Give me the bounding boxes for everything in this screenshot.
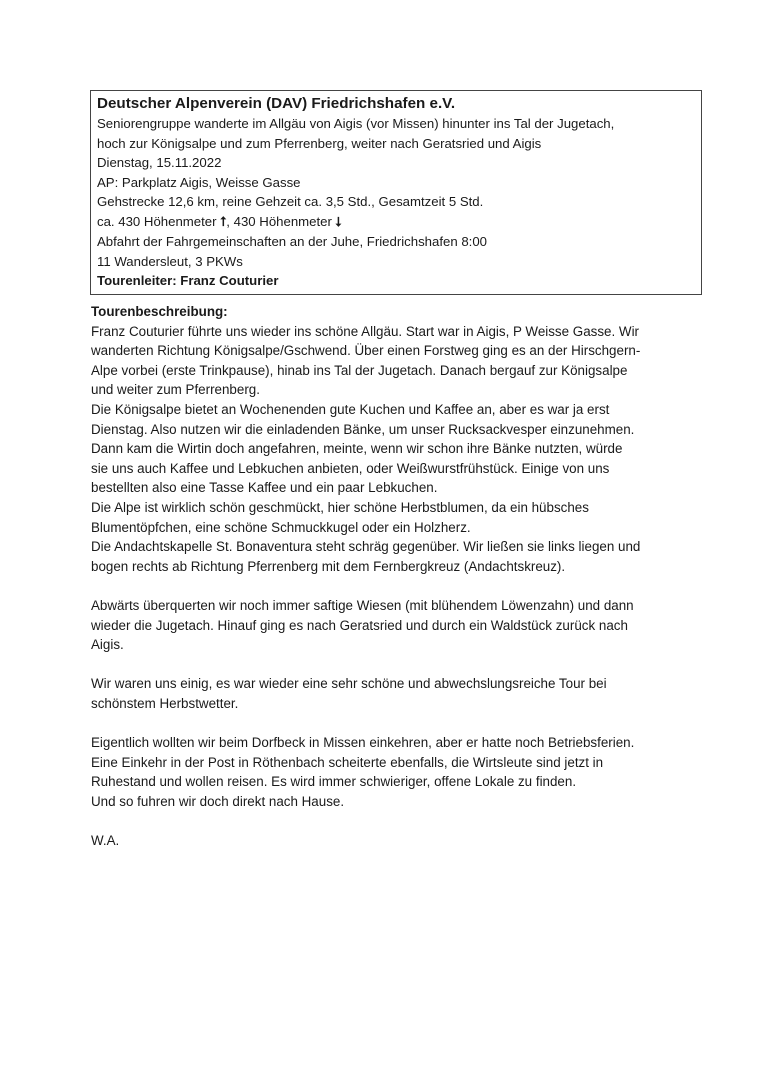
arrow-down-icon: ⭣ <box>335 214 342 230</box>
text-line: sie uns auch Kaffee und Lebkuchen anbieten, oder Weißwurstfrühstück. Einige von uns <box>91 460 610 476</box>
text-line: und weiter zum Pferrenberg. <box>91 382 260 398</box>
paragraph-3 <box>91 674 711 713</box>
text-line: Eine Einkehr in der Post in Röthenbach scheiterte ebenfalls, die Wirtsleute sind jetzt in <box>91 754 604 770</box>
elevation-down-text: , 430 Höhenmeter <box>226 213 332 229</box>
text-line: Die Königsalpe bietet an Wochenenden gute Kuchen und Kaffee an, aber es war ja erst <box>91 401 610 417</box>
text-line: Die Alpe ist wirklich schön geschmückt, hier schöne Herbstblumen, da ein hübsches <box>91 499 589 515</box>
departure-info: Abfahrt der Fahrgemeinschaften an der Juhe, Friedrichshafen 8:00 <box>97 234 487 249</box>
text-line: bogen rechts ab Richtung Pferrenberg mit dem Fernbergkreuz (Andachtskreuz). <box>91 558 566 574</box>
club-title: Deutscher Alpenverein (DAV) Friedrichshafen e.V. <box>97 95 456 112</box>
text-line: Ruhestand und wollen reisen. Es wird immer schwieriger, offene Lokale zu finden. <box>91 774 577 790</box>
text-line: Abwärts überquerten wir noch immer saftige Wiesen (mit blühendem Löwenzahn) und dann <box>91 597 634 613</box>
text-line: bestellten also eine Tasse Kaffee und ein paar Lebkuchen. <box>91 480 438 496</box>
distance-info: Gehstrecke 12,6 km, reine Gehzeit ca. 3,5 Std., Gesamtzeit 5 Std. <box>97 194 484 209</box>
arrow-up-icon: ⭡ <box>220 214 227 230</box>
text-line: Die Andachtskapelle St. Bonaventura steht schräg gegenüber. Wir ließen sie links liegen und <box>91 539 641 555</box>
text-line: Und so fuhren wir doch direkt nach Hause. <box>91 793 345 809</box>
text-line: Blumentöpfchen, eine schöne Schmuckkugel oder ein Holzherz. <box>91 519 471 535</box>
tour-description <box>91 302 711 851</box>
text-line: Aigis. <box>91 637 124 653</box>
description-heading: Tourenbeschreibung: <box>91 304 228 319</box>
elevation-info <box>97 212 695 233</box>
tour-leader: Tourenleiter: Franz Couturier <box>97 273 279 288</box>
text-line: Eigentlich wollten wir beim Dorfbeck in Missen einkehren, aber er hatte noch Betriebsferien. <box>91 735 635 751</box>
paragraph-1 <box>91 322 711 577</box>
text-line: Wir waren uns einig, es war wieder eine sehr schöne und abwechslungsreiche Tour bei <box>91 676 607 692</box>
signature: W.A. <box>91 833 120 849</box>
participants-info: 11 Wandersleut, 3 PKWs <box>97 253 243 269</box>
text-line: Alpe vorbei (erste Trinkpause), hinab ins Tal der Jugetach. Danach bergauf zur Königsalpe <box>91 362 628 378</box>
text-line: wieder die Jugetach. Hinauf ging es nach Geratsried und durch ein Waldstück zurück nach <box>91 617 628 633</box>
tour-summary-line-1: Seniorengruppe wanderte im Allgäu von Aigis (vor Missen) hinunter ins Tal der Jugetach, <box>97 116 615 131</box>
meeting-point: AP: Parkplatz Aigis, Weisse Gasse <box>97 174 301 190</box>
text-line: Franz Couturier führte uns wieder ins schöne Allgäu. Start war in Aigis, P Weisse Gasse. Wir <box>91 323 640 339</box>
text-line: wanderten Richtung Königsalpe/Gschwend. Über einen Forstweg ging es an der Hirschgern- <box>91 343 641 359</box>
tour-summary-line-2: hoch zur Königsalpe und zum Pferrenberg, weiter nach Geratsried und Aigis <box>97 135 542 151</box>
paragraph-4 <box>91 733 711 811</box>
paragraph-2 <box>91 596 711 655</box>
elevation-up-text: ca. 430 Höhenmeter <box>97 213 217 229</box>
tour-date: Dienstag, 15.11.2022 <box>97 155 222 170</box>
text-line: Dienstag. Also nutzen wir die einladenden Bänke, um unser Rucksackvesper einzunehmen. <box>91 421 635 437</box>
text-line: Dann kam die Wirtin doch angefahren, meinte, wenn wir schon ihre Bänke nutzten, würde <box>91 441 623 457</box>
text-line: schönstem Herbstwetter. <box>91 695 239 711</box>
tour-info-box <box>90 90 702 295</box>
